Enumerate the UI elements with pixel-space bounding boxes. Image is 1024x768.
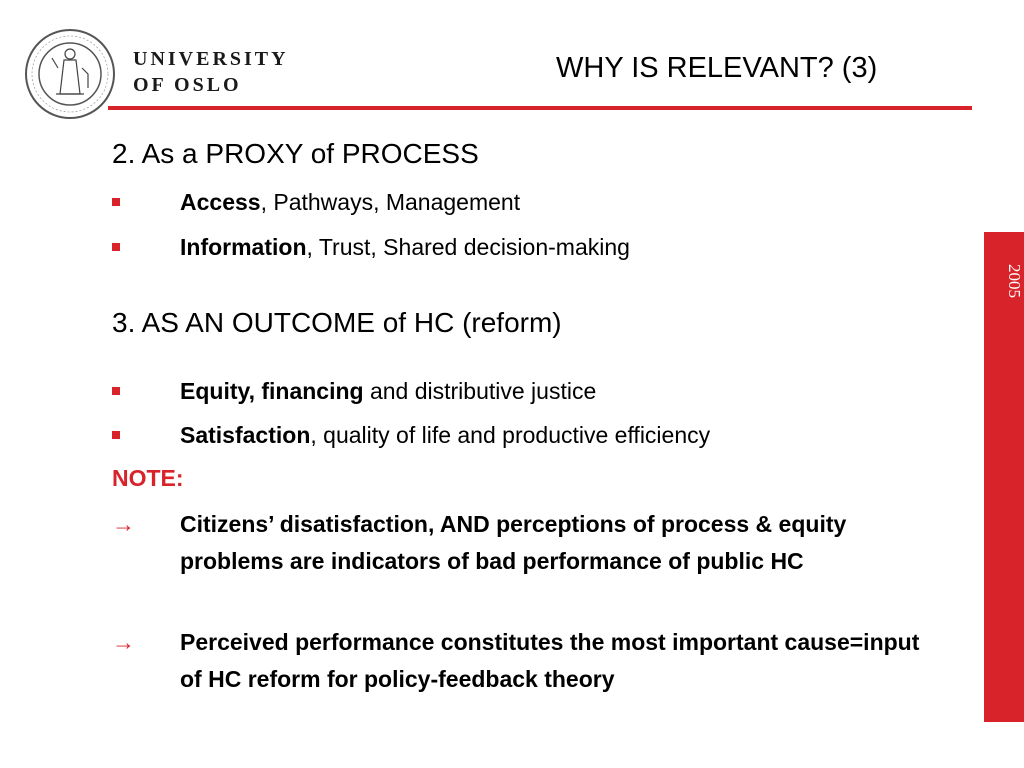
university-line-1: UNIVERSITY	[133, 48, 289, 70]
note-point-text: Perceived performance constitutes the most important cause=input of HC reform for policy-feedback theory	[180, 629, 920, 692]
square-bullet-icon	[112, 421, 124, 449]
header-divider	[108, 106, 972, 110]
item-bold: Satisfaction	[180, 422, 311, 448]
university-line-2: OF OSLO	[133, 74, 242, 96]
arrow-right-icon: →	[112, 629, 135, 655]
square-bullet-icon	[112, 188, 124, 216]
side-year-bar	[984, 232, 1024, 722]
section-heading-proxy: 2. As a PROXY of PROCESS	[112, 138, 479, 169]
university-wordmark	[133, 46, 289, 98]
item-text: and distributive justice	[363, 378, 597, 404]
item-text: , Trust, Shared decision-making	[306, 234, 630, 260]
note-label: NOTE:	[112, 465, 184, 491]
slide-title: WHY IS RELEVANT? (3)	[556, 52, 878, 84]
item-bold: Information	[180, 234, 307, 260]
square-bullet-icon	[112, 377, 124, 405]
side-year-label: 2005	[1005, 264, 1024, 298]
arrow-right-icon: →	[112, 511, 135, 537]
section-heading-outcome: 3. AS AN OUTCOME of HC (reform)	[112, 307, 562, 338]
square-bullet-icon	[112, 233, 124, 261]
item-text: , Pathways, Management	[260, 189, 521, 215]
item-bold: Access	[180, 189, 261, 215]
item-text: , quality of life and productive efficiency	[310, 422, 711, 448]
note-point-text: Citizens’ disatisfaction, AND perceptions of process & equity problems are indicators of bad performance of public HC	[180, 511, 847, 574]
item-bold: Equity, financing	[180, 378, 364, 404]
university-seal-logo	[24, 28, 116, 120]
